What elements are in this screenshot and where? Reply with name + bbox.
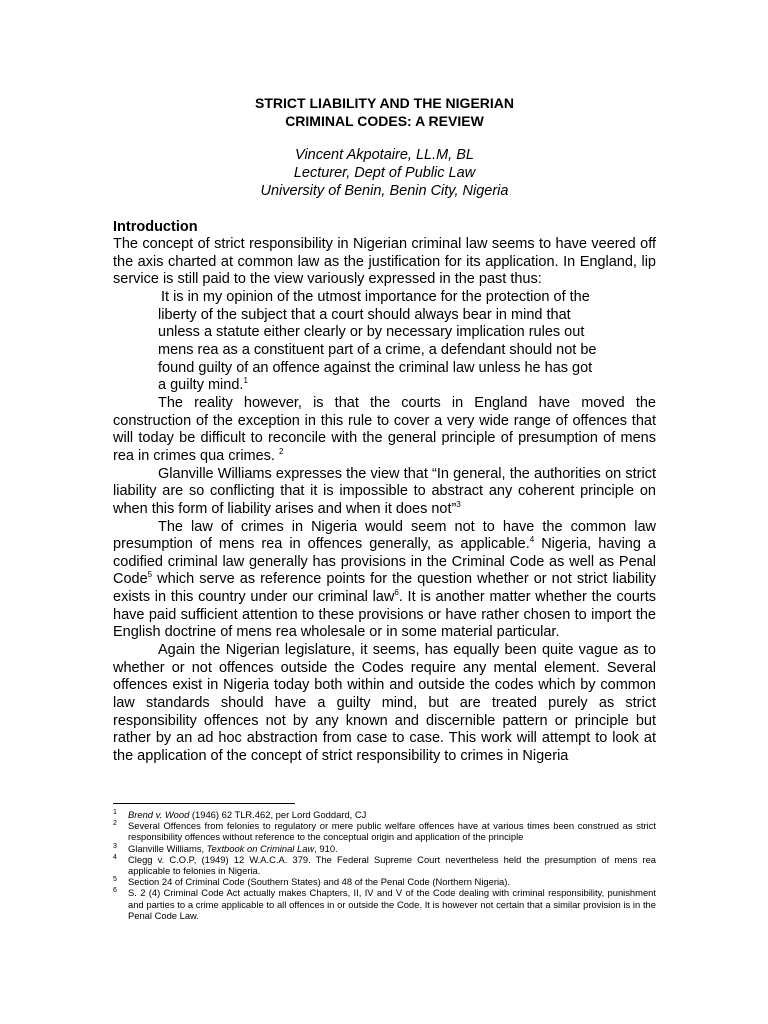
footnote-4 bbox=[113, 854, 656, 876]
body-text bbox=[113, 236, 656, 766]
title-line-2: CRIMINAL CODES: A REVIEW bbox=[285, 113, 484, 129]
paragraph-2 bbox=[113, 395, 656, 466]
footnote-text: Several Offences from felonies to regulatory or mere public welfare offences have at various times been construed as strict responsibility offences without reference to the conceptual origin and application of the principle bbox=[128, 820, 656, 843]
paragraph-4-text-b: Nigeria, having a codified criminal law generally has provisions in the Criminal Code as well as Penal Code bbox=[113, 536, 656, 588]
paragraph-4-text-d: . It is another matter whether the courts have paid sufficient attention to these provisions or have rather chosen to import the English doctrine of mens rea wholesale or in some material particular. bbox=[113, 589, 656, 641]
paragraph-3-text: Glanville Williams expresses the view that “In general, the authorities on strict liability are so conflicting that it is impossible to abstract any coherent principle on when this form of liability arises and when it does not” bbox=[113, 465, 656, 517]
footnote-text: Clegg v. C.O.P, (1949) 12 W.A.C.A. 379. The Federal Supreme Court nevertheless held the presumption of mens rea applicable to felonies in Nigeria. bbox=[128, 853, 656, 877]
paragraph-4-text-a: The law of crimes in Nigeria would seem not to have the common law presumption of mens rea in offences generally, as applicable. bbox=[113, 518, 656, 553]
paper-title bbox=[113, 94, 656, 130]
paragraph-4-text-c: which serve as reference points for the question whether or not strict liability exists in this country under our criminal law bbox=[113, 571, 656, 606]
footnote-number: 4 bbox=[113, 853, 117, 861]
author-position: Lecturer, Dept of Public Law bbox=[293, 165, 476, 181]
footnote-ref-6[interactable]: 6 bbox=[394, 588, 399, 598]
paragraph-3 bbox=[113, 466, 656, 519]
footnote-ref-4[interactable]: 4 bbox=[529, 535, 535, 545]
book-title: Textbook on Criminal Law bbox=[206, 842, 315, 854]
footnote-1 bbox=[113, 809, 656, 820]
footnote-5 bbox=[113, 876, 656, 887]
paragraph-2-text: The reality however, is that the courts in England have moved the construction of the exception in this rule to cover a very wide range of offences that will today be difficult to reconcile with the general principle of presumption of mens rea in crimes qua crimes. bbox=[113, 394, 656, 464]
paragraph-4 bbox=[113, 519, 656, 643]
paragraph-1: The concept of strict responsibility in Nigerian criminal law seems to have veered off the axis charted at common law as the justification for its application. In England, lip service is still paid to the view variously expressed in the past thus: bbox=[113, 236, 656, 288]
section-heading-introduction: Introduction bbox=[113, 219, 198, 235]
footnote-ref-5[interactable]: 5 bbox=[147, 570, 153, 580]
footnote-text: Glanville Williams, bbox=[128, 842, 207, 854]
footnote-number: 5 bbox=[113, 876, 117, 884]
footnote-separator bbox=[113, 803, 295, 804]
footnote-ref-2[interactable]: 2 bbox=[279, 446, 284, 456]
title-line-1: STRICT LIABILITY AND THE NIGERIAN bbox=[255, 95, 514, 111]
footnote-text: Section 24 of Criminal Code (Southern States) and 48 of the Penal Code (Northern Nigeria). bbox=[128, 876, 510, 888]
footnote-number: 3 bbox=[113, 842, 117, 850]
author-block bbox=[113, 146, 656, 200]
footnote-text-end: , 910. bbox=[314, 842, 338, 854]
footnote-number: 1 bbox=[113, 809, 117, 816]
footnote-2 bbox=[113, 820, 656, 842]
quote-line-1: It is in my opinion of the utmost importance for the protection of the bbox=[161, 288, 590, 305]
case-name: Brend v. Wood bbox=[128, 809, 190, 820]
footnote-6 bbox=[113, 887, 656, 921]
footnote-number: 2 bbox=[113, 820, 117, 828]
footnote-ref-3[interactable]: 3 bbox=[456, 499, 461, 509]
block-quote bbox=[158, 289, 613, 395]
footnote-text: S. 2 (4) Criminal Code Act actually makes Chapters, II, IV and V of the Code dealing with criminal responsibility, punishment and parties to a crime applicable to all offences in or outside the Code. It is however not certain that a similar provision is in the Penal Code Law. bbox=[128, 887, 656, 921]
author-institution: University of Benin, Benin City, Nigeria bbox=[260, 183, 509, 199]
quote-line-3: unless a statute either clearly or by necessary implication rules out bbox=[158, 324, 585, 341]
footnote-text: (1946) 62 TLR.462, per Lord Goddard, CJ bbox=[189, 809, 367, 820]
author-name: Vincent Akpotaire, LL.M, BL bbox=[295, 147, 474, 163]
quote-line-6: a guilty mind. bbox=[158, 377, 244, 394]
footnote-number: 6 bbox=[113, 887, 117, 895]
quote-line-4: mens rea as a constituent part of a crime, a defendant should not be bbox=[158, 341, 597, 358]
quote-line-5: found guilty of an offence against the criminal law unless he has got bbox=[158, 359, 593, 376]
footnote-ref-1[interactable]: 1 bbox=[243, 376, 248, 386]
paragraph-5: Again the Nigerian legislature, it seems, has equally been quite vague as to whether or not offences outside the Codes require any mental element. Several offences exist in Nigeria today both within and outside the codes which by common law standards should have a guilty mind, but are treated purely as strict responsibility offences not by any known and discernible pattern or principle but rather by an ad hoc abstraction from case to case. This work will attempt to look at the application of the concept of strict responsibility to crimes in Nigeria bbox=[113, 642, 656, 765]
footnotes bbox=[113, 809, 656, 921]
quote-line-2: liberty of the subject that a court should always bear in mind that bbox=[158, 306, 571, 323]
footnote-3 bbox=[113, 843, 656, 854]
